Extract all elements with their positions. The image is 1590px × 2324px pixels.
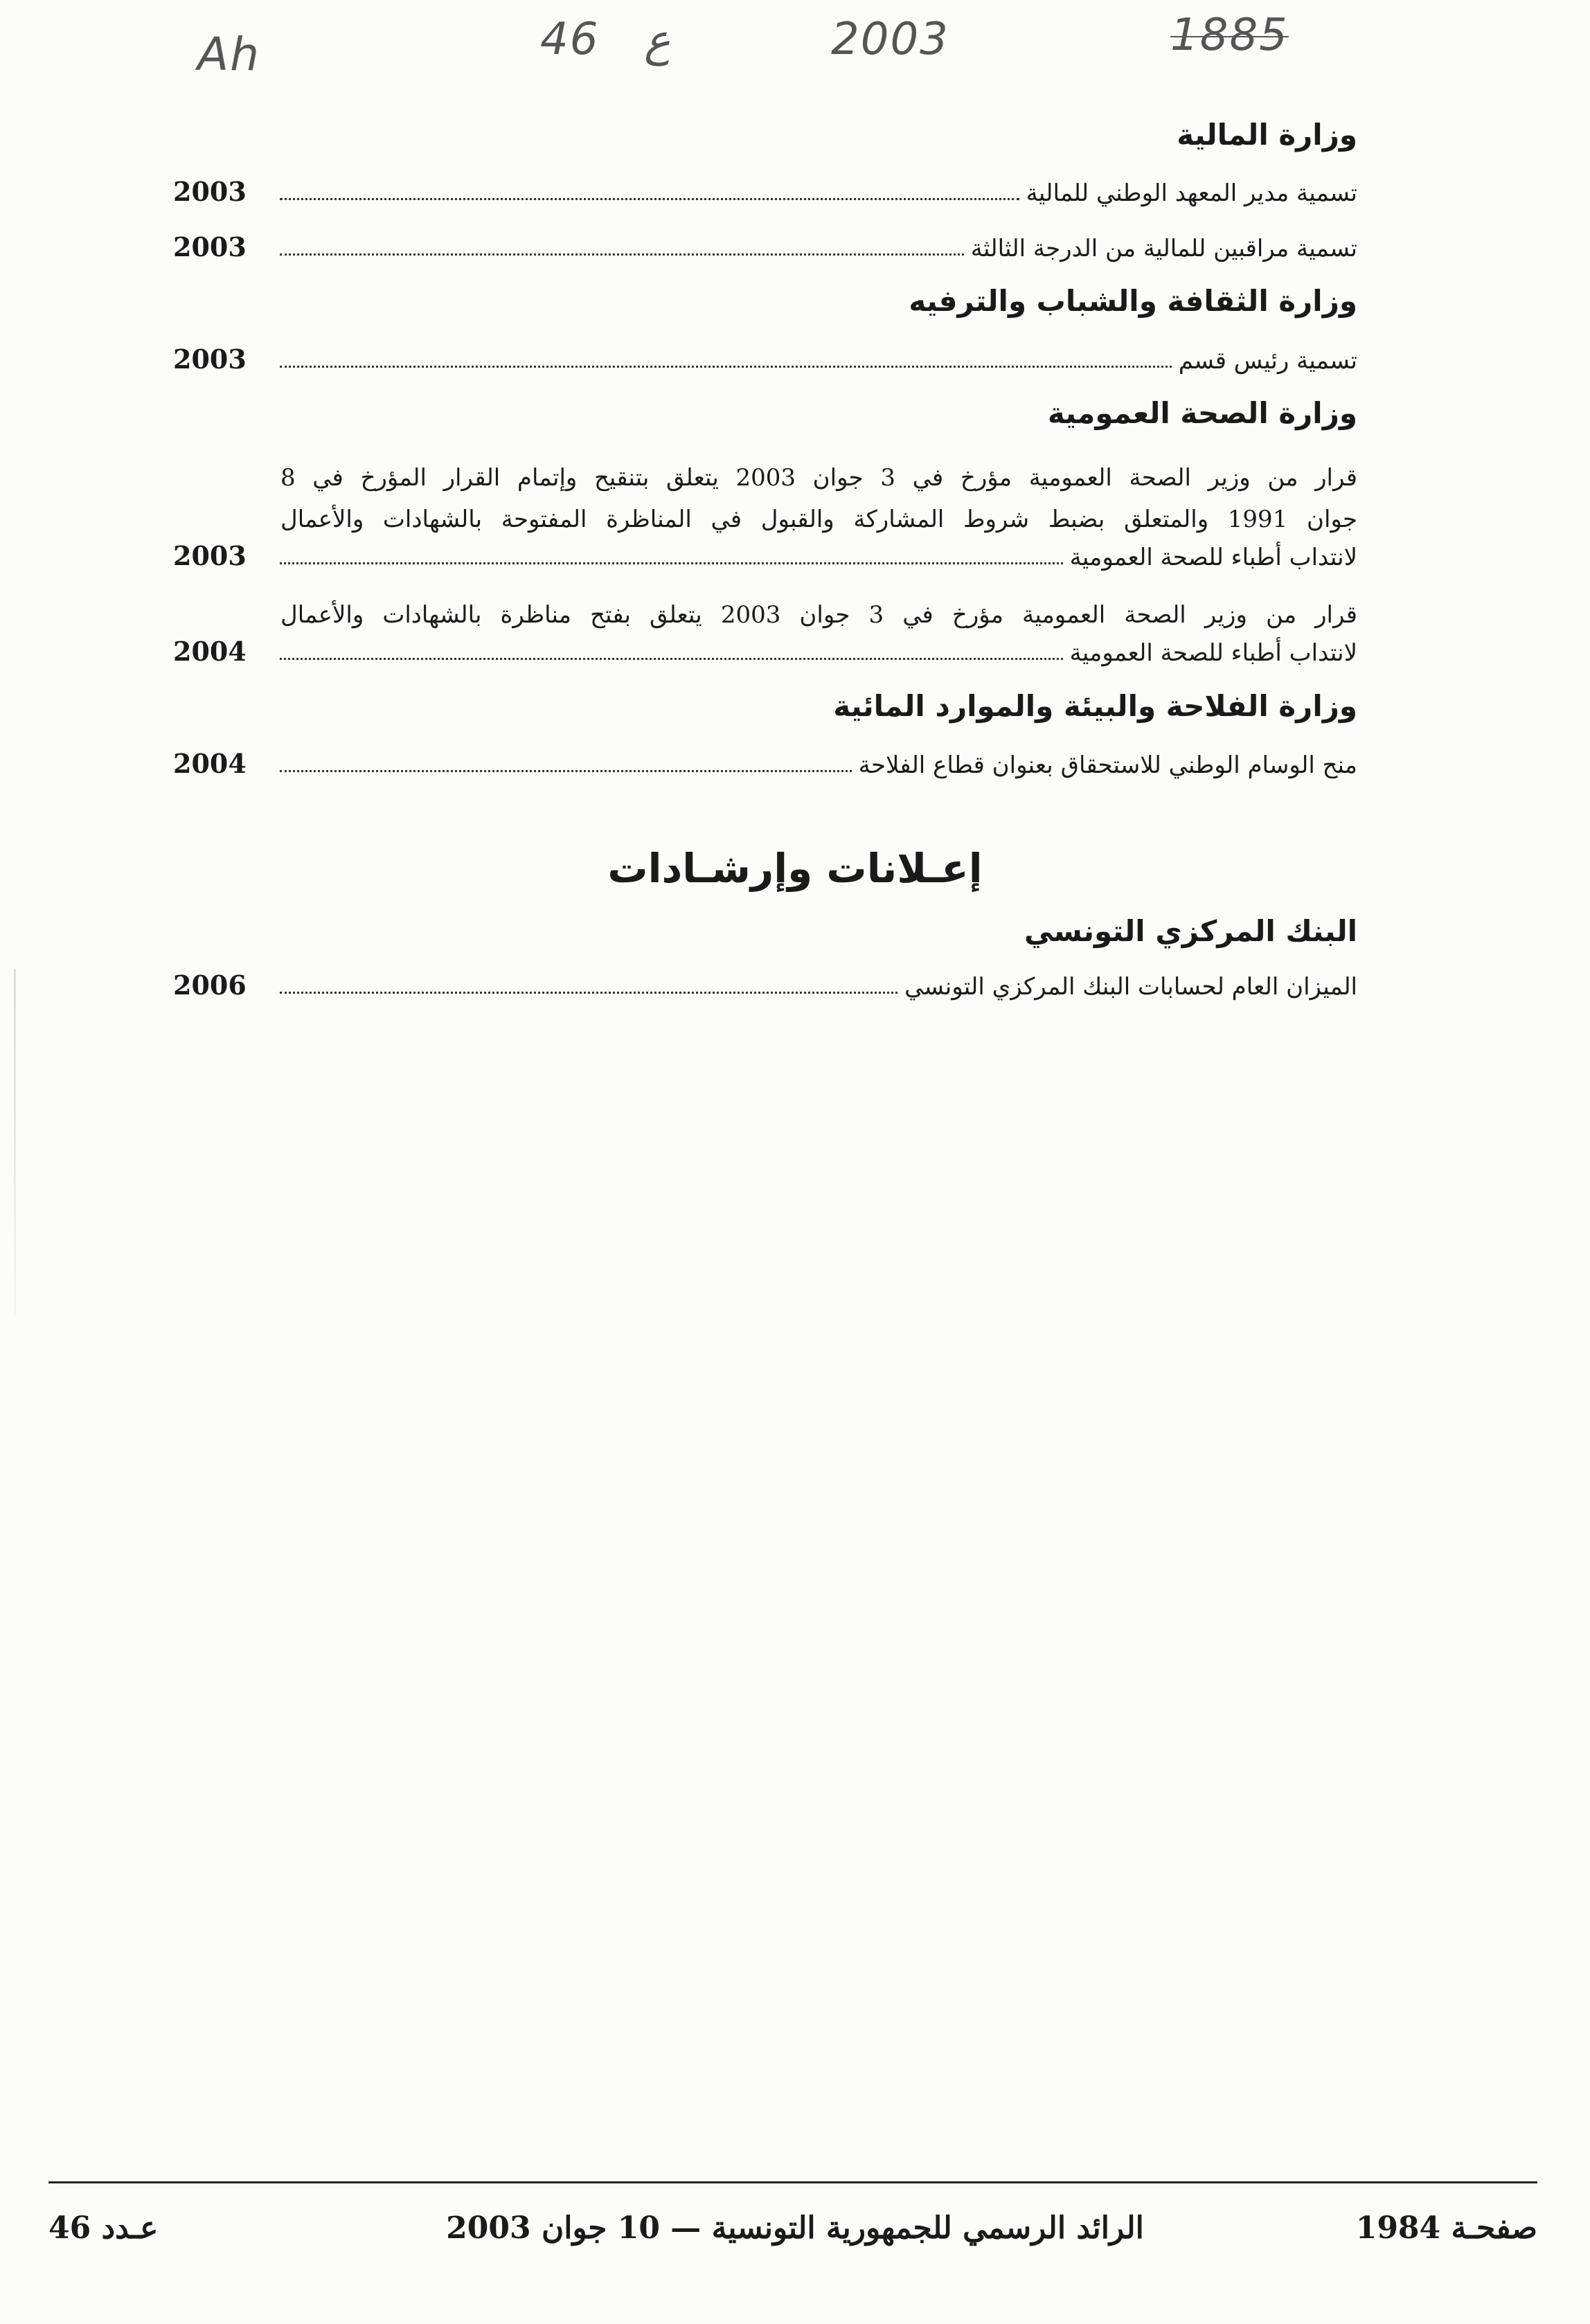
dot-leader: [280, 253, 964, 256]
section-heading-central-bank: البنك المركزي التونسي: [1024, 914, 1357, 948]
toc-entry[interactable]: [173, 343, 1357, 375]
dot-leader: [280, 770, 852, 772]
toc-entry[interactable]: [173, 969, 1357, 1001]
footer-page-number: صفحـة 1984: [1355, 2210, 1537, 2246]
toc-entry-line: قرار من وزير الصحة العمومية مؤرخ في 3 جوان 2003 يتعلق بتنقيح وإتمام القرار المؤرخ في 8: [280, 464, 1357, 492]
toc-page-number: 2004: [173, 748, 247, 779]
toc-entry[interactable]: [173, 636, 1357, 667]
handwritten-year: 2003: [831, 14, 949, 65]
dot-leader: [280, 198, 1019, 200]
dot-leader: [280, 366, 1172, 368]
toc-entry[interactable]: [173, 540, 1357, 571]
toc-entry-text: لانتداب أطباء للصحة العمومية: [1069, 544, 1357, 571]
section-heading-agriculture: وزارة الفلاحة والبيئة والموارد المائية: [833, 689, 1357, 723]
announcements-title: إعـلانات وإرشـادات: [607, 845, 983, 892]
toc-entry[interactable]: [173, 176, 1357, 207]
toc-page-number: 2003: [173, 540, 247, 571]
section-heading-health: وزارة الصحة العمومية: [1047, 396, 1357, 430]
footer-issue-number: عـدد 46: [48, 2210, 159, 2246]
toc-page-number: 2003: [173, 231, 247, 262]
toc-page-number: 2004: [173, 636, 247, 667]
toc-entry[interactable]: [173, 748, 1357, 779]
toc-page-number: 2003: [173, 343, 247, 375]
dot-leader: [280, 658, 1063, 660]
toc-entry[interactable]: [173, 231, 1357, 262]
toc-entry-text: الميزان العام لحسابات البنك المركزي التونسي: [904, 973, 1357, 1001]
dot-leader: [280, 562, 1063, 564]
section-heading-finance: وزارة المالية: [1177, 118, 1357, 152]
dot-leader: [280, 992, 897, 994]
handwritten-page-number: 1885: [1170, 10, 1289, 61]
handwritten-issue-number: 46: [540, 14, 600, 65]
handwritten-initials: Ah: [197, 28, 260, 81]
section-heading-culture: وزارة الثقافة والشباب والترفيه: [909, 284, 1357, 318]
toc-page-number: 2006: [173, 969, 247, 1001]
toc-page-number: 2003: [173, 176, 247, 207]
toc-entry-text: تسمية رئيس قسم: [1178, 347, 1357, 375]
toc-entry-text: تسمية مراقبين للمالية من الدرجة الثالثة: [970, 235, 1357, 262]
toc-entry-line: قرار من وزير الصحة العمومية مؤرخ في 3 جوان 2003 يتعلق بفتح مناظرة بالشهادات والأعمال: [280, 601, 1357, 629]
footer-journal-title: الرائد الرسمي للجمهورية التونسية — 10 جوان 2003: [446, 2210, 1144, 2246]
scan-margin-shadow: [14, 969, 16, 1316]
footer-rule: [48, 2181, 1537, 2183]
toc-entry-line: جوان 1991 والمتعلق بضبط شروط المشاركة والقبول في المناظرة المفتوحة بالشهادات والأعمال: [280, 506, 1357, 533]
toc-entry-text: منح الوسام الوطني للاستحقاق بعنوان قطاع الفلاحة: [858, 751, 1357, 779]
handwritten-letter: ع: [644, 15, 671, 66]
toc-entry-text: لانتداب أطباء للصحة العمومية: [1069, 639, 1357, 667]
toc-entry-text: تسمية مدير المعهد الوطني للمالية: [1026, 179, 1357, 207]
